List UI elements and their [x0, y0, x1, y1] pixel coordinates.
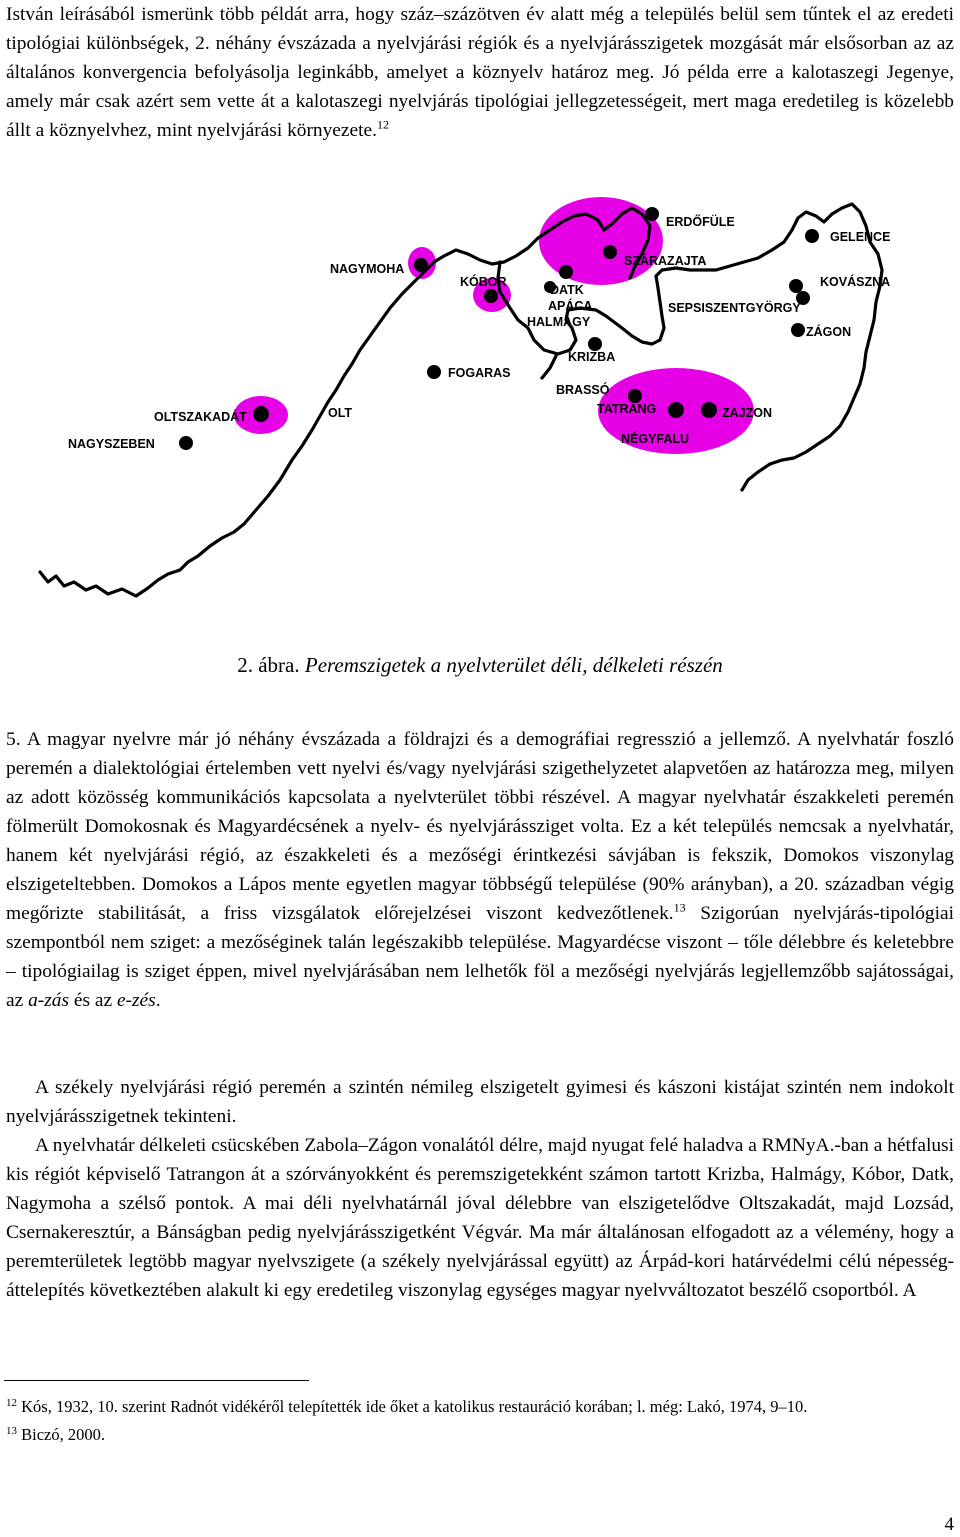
- label-krizba: KRIZBA: [568, 350, 616, 364]
- label-tatrang: TATRANG: [597, 402, 657, 416]
- paragraph-5-end: .: [155, 990, 161, 1011]
- label-erdofule: ERDŐFÜLE: [666, 215, 735, 229]
- footnote-ref-13[interactable]: 13: [673, 900, 686, 915]
- page-number: 4: [944, 1514, 954, 1535]
- label-datk: DATK: [550, 283, 584, 297]
- dot-erdofule: [645, 207, 659, 221]
- intro-text: István leírásából ismerünk több példát arra, hogy száz–százötven év alatt még a település belül sem tűntek el az eredeti tipológiai különbségek, 2. néhány évszázada a nyelvjárási régiók és a nyelvjárásszigetek mozgását már elsősorban az az általános konvergencia befolyásolja leginkább, amelyet a köznyelv határoz meg. Jó példa erre a kalotaszegi Jegenye, amely már csak azért sem vette át a kalotaszegi nyelvjárás tipológiai jellegzetességeit, mert maga eredetileg is közelebb állt a köznyelvhez, mint nyelvjárási környezete.: [6, 4, 954, 141]
- dot-tatrang: [668, 402, 684, 418]
- footnote-13: [6, 1419, 954, 1447]
- dot-kobor: [484, 289, 498, 303]
- dialect-map: [30, 190, 930, 630]
- label-brasso: BRASSÓ: [556, 383, 610, 397]
- intro-paragraph: [6, 0, 954, 145]
- dot-kovaszna: [789, 279, 803, 293]
- dot-gelence: [805, 229, 819, 243]
- dot-szarazajta: [603, 245, 617, 259]
- dot-krizba: [588, 337, 602, 351]
- language-boundary: [40, 204, 882, 596]
- dot-zajzon: [701, 402, 717, 418]
- dot-datk: [559, 265, 573, 279]
- dot-zagon: [791, 323, 805, 337]
- label-zajzon: ZAJZON: [722, 406, 772, 420]
- term-e-zes: e-zés: [116, 990, 156, 1011]
- label-nagyszeben: NAGYSZEBEN: [68, 437, 155, 451]
- label-gelence: GELENCE: [830, 230, 891, 244]
- label-apaca: APÁCA: [548, 299, 593, 313]
- footnote-12-mark: 12: [6, 1397, 17, 1409]
- paragraph-5-text: 5. A magyar nyelvre már jó néhány évszázada a földrajzi és a demográfiai regresszió a jellemző. A nyelvhatár foszló peremén a dialektológiai értelemben vett nyelvi és/vagy nyelvjárási szigethelyzetet alapvetően az határozza meg, milyen az adott közösség kommunikációs kapcsolata a nyelvterület többi részével. A magyar nyelvhatár északkeleti peremén fölmerült Domokosnak és Magyardécsének a nyelv- és nyelvjárássziget volta. Ez a két település nemcsak a nyelvhatár, hanem két nyelvjárási régió, az északkeleti és a mezőségi érintkezési sávjában is fekszik, Domokos viszonylag elszigeteltebben. Domokos a Lápos mente egyetlen magyar többségű települése (90% arányban), a 20. században végig megőrizte stabilitását, a friss vizsgálatok előrejelzései viszont kedvezőtlenek.: [6, 729, 954, 924]
- label-olt: OLT: [328, 406, 353, 420]
- paragraph-5-continuation: Szigorúan nyelvjárás-tipológiai szempontból nem sziget: a mezőséginek talán legészakibb települése. Magyardécse viszont – tőle délebbre és keletebbre – tipológiailag is sziget éppen, mivel nyelvjárásában nem lelhetők föl a mezőségi nyelvjárás legjellemzőbb sajátosságai, az: [6, 903, 954, 1011]
- map-figure: [30, 190, 930, 630]
- paragraph-5-and: és az: [69, 990, 117, 1011]
- dot-fogaras: [427, 365, 441, 379]
- caption-prefix: 2. ábra.: [237, 653, 300, 677]
- dot-nagymoha: [414, 258, 428, 272]
- label-fogaras: FOGARAS: [448, 366, 511, 380]
- label-zagon: ZÁGON: [806, 325, 852, 339]
- label-nagymoha: NAGYMOHA: [330, 262, 405, 276]
- paragraph-5: [6, 725, 954, 1015]
- footnote-13-mark: 13: [6, 1425, 17, 1437]
- footnote-12-text: Kós, 1932, 10. szerint Radnót vidékéről telepítették ide őket a katolikus restauráció korában; l. még: Lakó, 1974, 9–10.: [21, 1397, 808, 1416]
- label-sepsiszentgyorgy: SEPSISZENTGYÖRGY: [668, 301, 801, 315]
- footnote-separator: [4, 1380, 309, 1381]
- caption-text: Peremszigetek a nyelvterület déli, délkeleti részén: [304, 653, 723, 677]
- footnote-13-text: Biczó, 2000.: [21, 1425, 105, 1444]
- footnotes: [6, 1391, 954, 1447]
- figure-caption: [0, 651, 960, 679]
- dot-oltszakadat: [253, 406, 269, 422]
- highlight-erdofule-area: [539, 197, 663, 285]
- paragraph-6: A székely nyelvjárási régió peremén a szintén némileg elszigetelt gyimesi és kászoni kistájat szintén nem indokolt nyelvjárásszigetnek tekinteni.: [6, 1077, 954, 1127]
- settlement-labels: [68, 214, 890, 451]
- footnote-ref-12[interactable]: 12: [376, 117, 389, 132]
- label-negyfalu: NÉGYFALU: [621, 432, 690, 446]
- term-a-zas: a-zás: [28, 990, 70, 1011]
- paragraph-7: A nyelvhatár délkeleti csücskében Zabola–Zágon vonalától délre, majd nyugat felé haladva a RMNyA.-ban a hétfalusi kis régiót képviselő Tatrangon át a szórványokként és peremszigetekként számon tartott Krizba, Halmágy, Kóbor, Datk, Nagymoha a szélső pontok. A mai déli nyelvhatárnál jóval délebbre van elszigetelődve Oltszakadát, majd Lozsád, Csernakeresztúr, a Bánságban pedig nyelvjárásszigetként Végvár. Ma már általánosan elfogadott az a vélemény, hogy a peremterületek legtöbb magyar nyelvszigete (a székely nyelvjárással együtt) az Árpád-kori határvédelmi célú népesség-áttelepítés következtében alakult ki egy eredetileg viszonylag egységes magyar nyelvváltozatot beszélő csoportból. A: [6, 1135, 954, 1301]
- label-kobor: KÓBOR: [460, 275, 507, 289]
- footnote-12: [6, 1391, 954, 1419]
- dot-nagyszeben: [179, 436, 193, 450]
- label-szarazajta: SZÁRAZAJTA: [624, 254, 707, 268]
- label-oltszakadat: OLTSZAKADÁT: [154, 410, 247, 424]
- label-halmagy: HALMAGY: [527, 315, 591, 329]
- dot-brasso: [628, 389, 642, 403]
- label-kovaszna: KOVÁSZNA: [820, 275, 891, 289]
